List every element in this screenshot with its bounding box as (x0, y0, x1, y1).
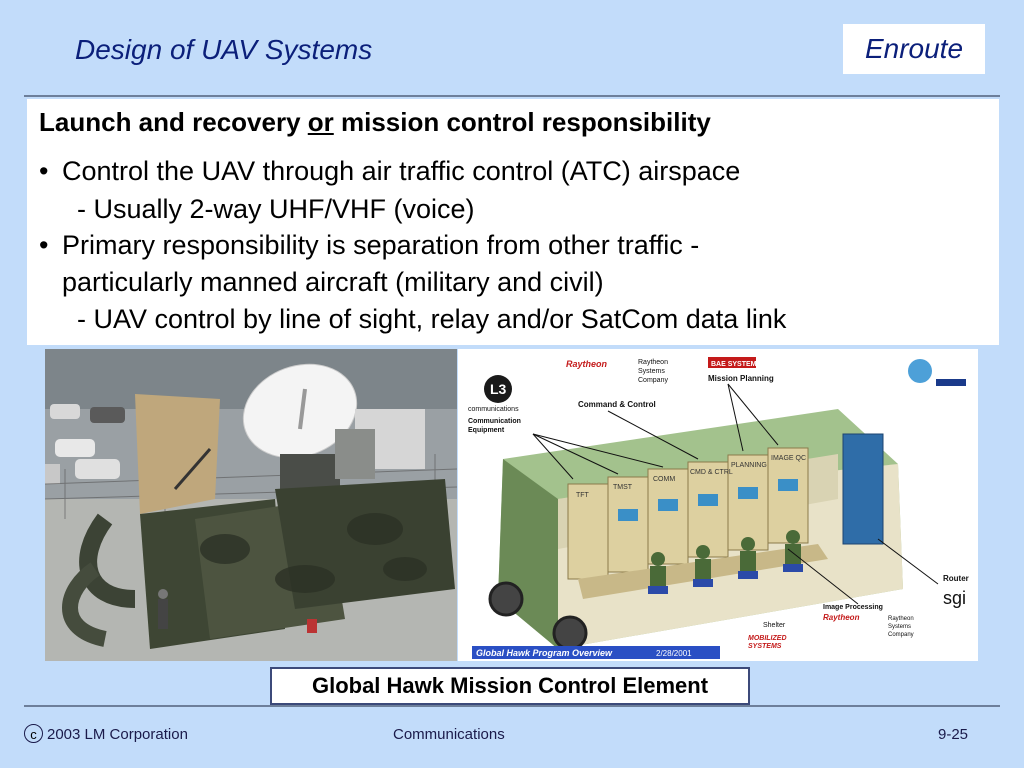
mission-planning-label: Mission Planning (708, 374, 774, 383)
content-heading (39, 107, 711, 138)
top-divider (24, 95, 1000, 97)
sgi-logo: sgi (943, 588, 967, 608)
banner-date: 2/28/2001 (656, 649, 692, 658)
section-tag: Enroute (843, 24, 985, 74)
bullet-2-text: Primary responsibility is separation from other traffic - (62, 230, 700, 260)
ground-station-photo (45, 349, 457, 661)
program-overview-banner: Global Hawk Program Overview (476, 648, 613, 658)
l3-communications-label: communications (468, 406, 519, 413)
router-label: Router (943, 574, 969, 583)
bae-logo: BAE SYSTEMS (711, 361, 762, 368)
heading-text-2: mission control responsibility (333, 107, 711, 137)
sub-bullet-1: - Usually 2-way UHF/VHF (voice) (77, 194, 475, 224)
rack-label-cmd: CMD & CTRL (690, 469, 733, 476)
image-processing-label: Image Processing (823, 604, 883, 611)
shelter-label: Shelter (763, 622, 786, 629)
heading-text-1: Launch and recovery (39, 107, 308, 137)
bullet-2: • (39, 230, 49, 260)
rack-label-planning: PLANNING (731, 462, 767, 469)
footer-section: Communications (393, 726, 505, 743)
rack-label-tmst: TMST (613, 484, 633, 491)
command-control-label: Command & Control (578, 400, 656, 409)
raytheon-logo: Raytheon (566, 359, 608, 369)
bullet-2-text-cont: particularly manned aircraft (military and civil) (62, 267, 604, 297)
heading-or: or (307, 107, 334, 137)
l3-logo: L3 (490, 381, 507, 397)
rack-label-image-qc: IMAGE QC (771, 455, 807, 462)
copyright-icon: c (24, 724, 43, 743)
sub-bullet-2: - UAV control by line of sight, relay and/or SatCom data link (77, 304, 787, 334)
mission-control-diagram (458, 349, 978, 661)
raytheon-company-label: Raytheon Systems Company (638, 359, 668, 384)
rack-label-comm: COMM (653, 476, 676, 483)
bottom-divider (24, 705, 1000, 707)
figure-caption: Global Hawk Mission Control Element (270, 667, 750, 705)
raytheon-small-logo: Raytheon (823, 613, 860, 622)
footer-page-number: 9-25 (938, 726, 969, 743)
slide-title: Design of UAV Systems (75, 34, 373, 65)
content-box (27, 99, 999, 345)
communication-equipment-label: Communication Equipment (468, 418, 521, 434)
bullet-1-text: Control the UAV through air traffic control (ATC) airspace (62, 156, 741, 186)
footer-copyright: 2003 LM Corporation (47, 726, 188, 743)
rack-label-tft: TFT (576, 492, 589, 499)
mobilized-systems-logo: MOBILIZED SYSTEMS (748, 635, 787, 650)
raytheon-systems-label: Raytheon Systems Company (888, 616, 914, 638)
bullet-1: • (39, 156, 49, 186)
